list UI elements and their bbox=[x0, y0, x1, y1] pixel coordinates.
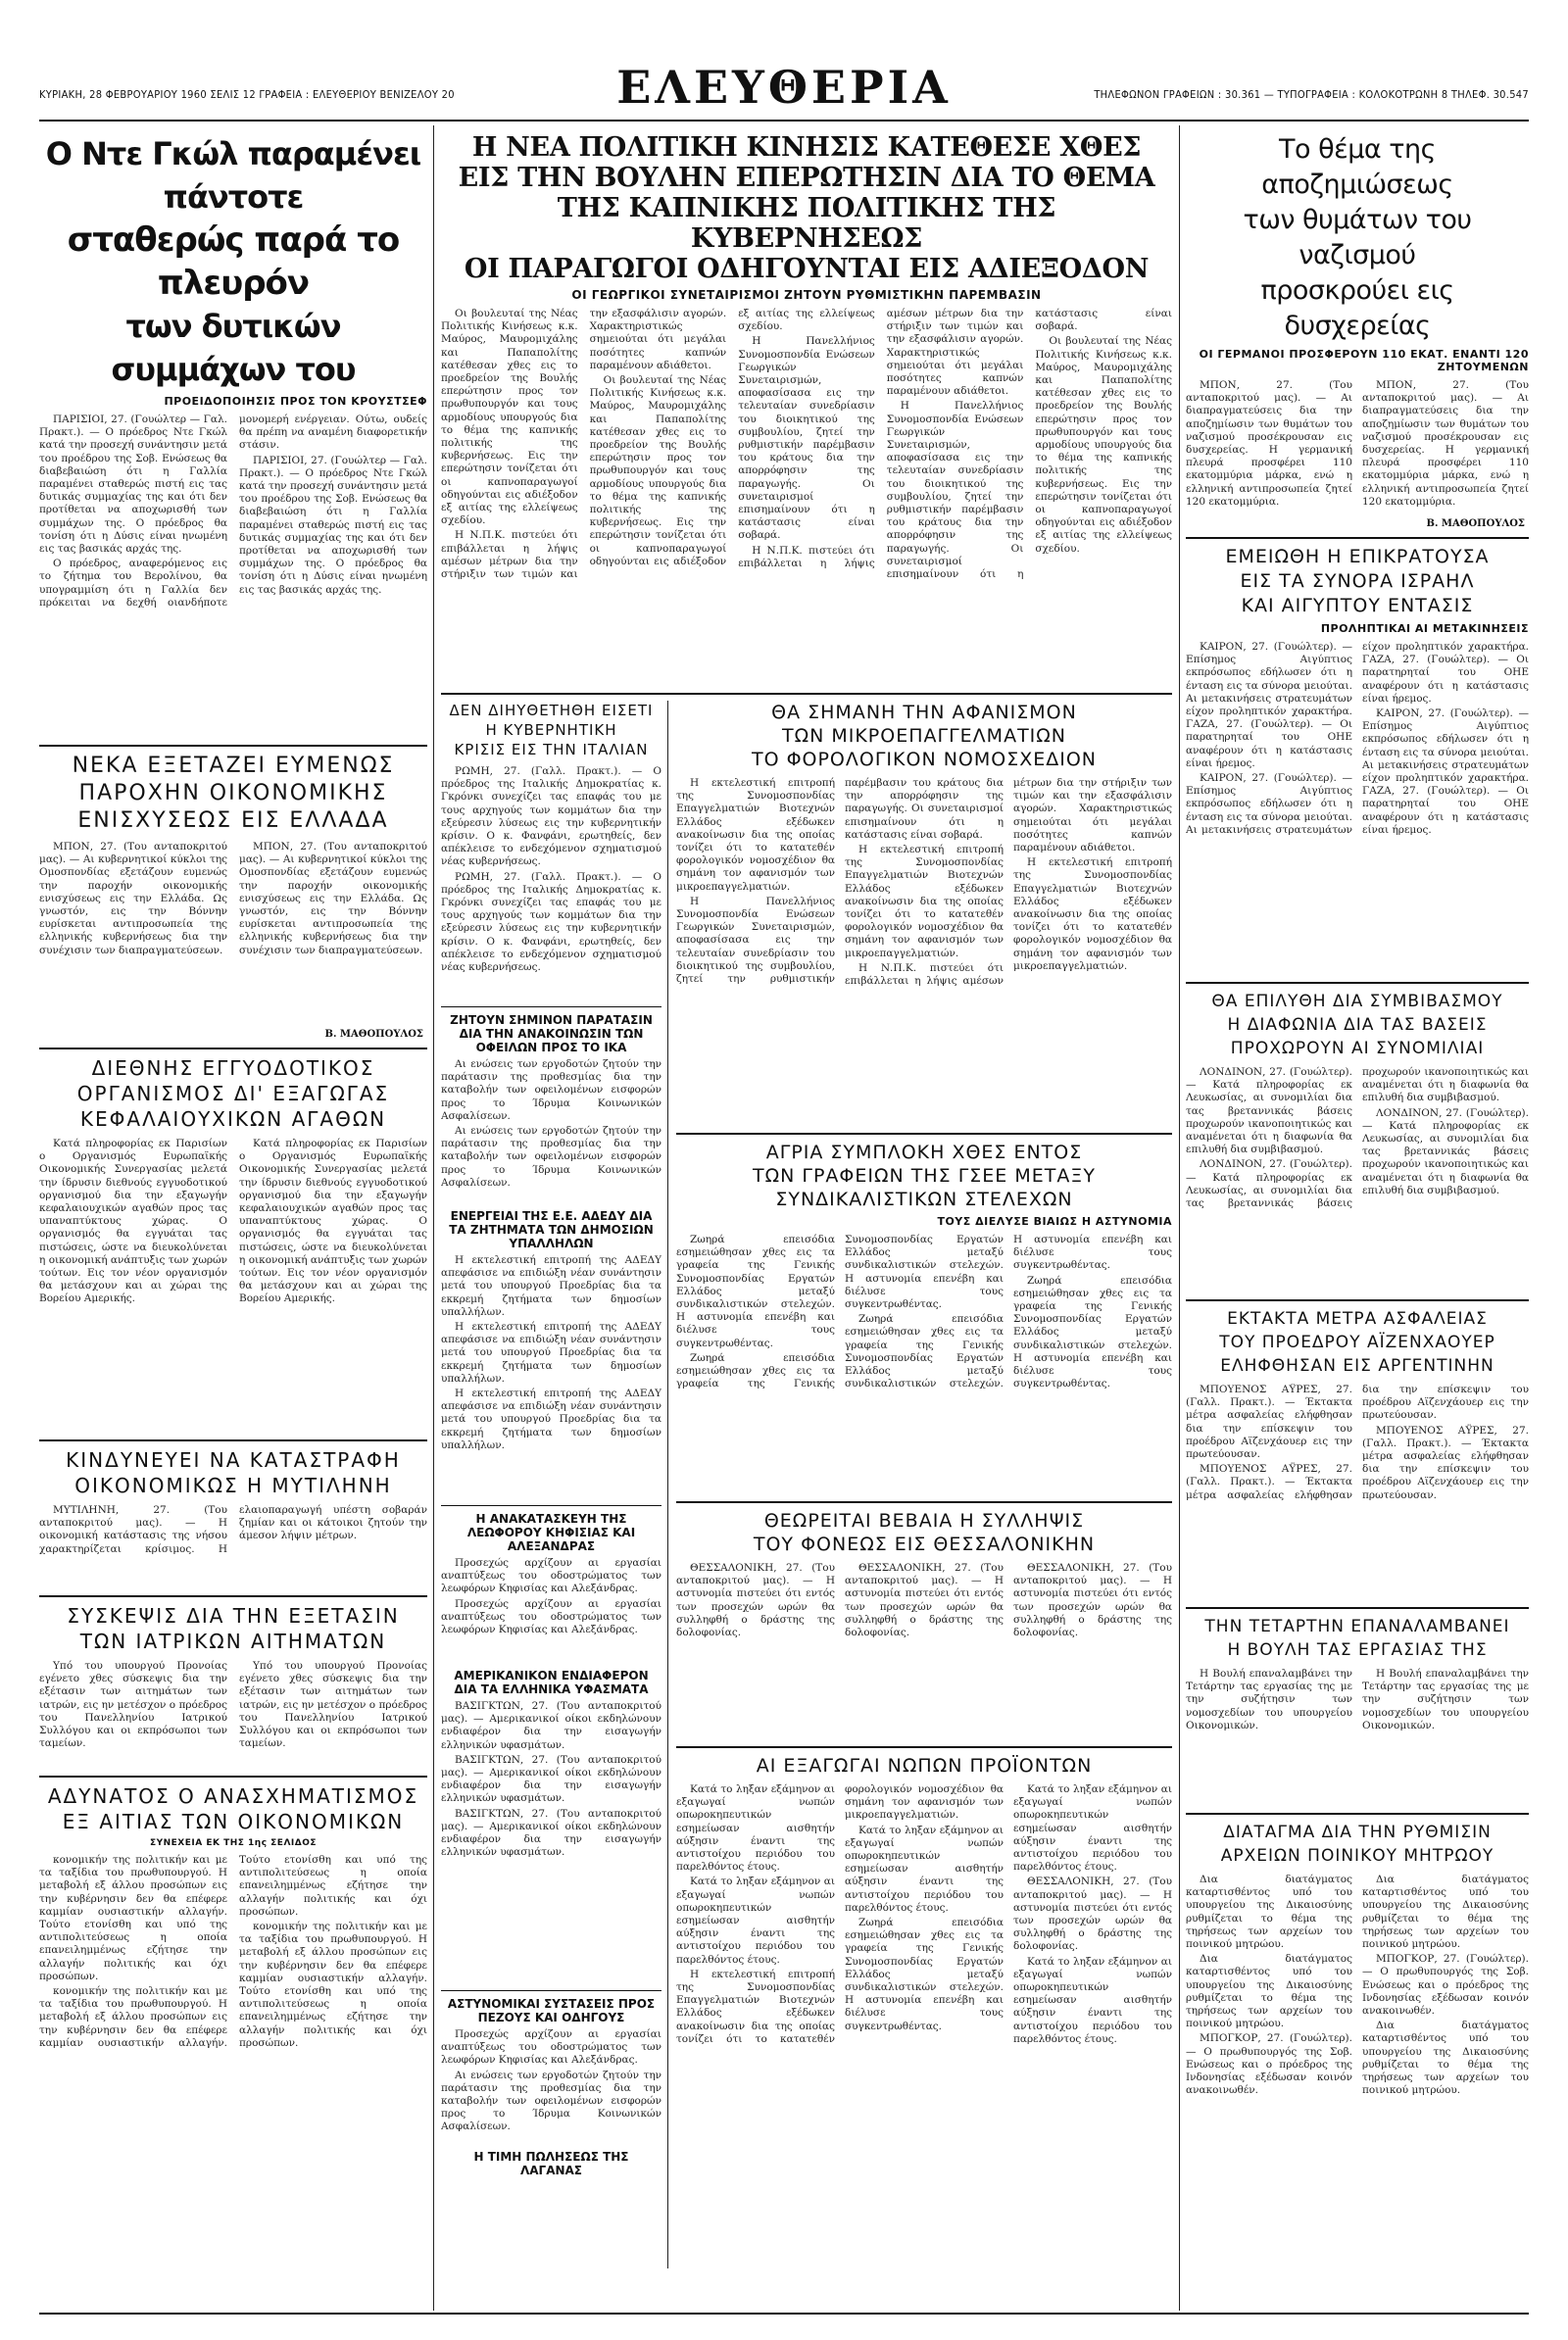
paragraph: Αι ενώσεις των εργοδοτών ζητούν την παράτασιν της προθεσμίας δια την καταβολήν των οφειλομένων εισφορών προς το Ίδρυμα Κοινωνικών Ασφαλίσεων. bbox=[441, 1058, 662, 1122]
paragraph: Η Πανελλήνιος Συνομοσπονδία Ενώσεων Γεωργικών Συνεταιρισμών, αποφασίσασα εις την τελευταίαν συνεδρίασιν του διοικητικού της συμβουλίου, ζητεί την ρυθμιστικήν παρέμβασιν του κράτους δια την απορρόφησιν της παραγωγής. Οι συνεταιρισμοί επισημαίνουν ότι η κατάστασις είναι σοβαρά. bbox=[738, 335, 875, 542]
headline-line: ΤΟ ΦΟΡΟΛΟΓΙΚΟΝ ΝΟΜΟΣΧΕΔΙΟΝ bbox=[751, 749, 1098, 770]
paragraph: ΛΟΝΔΙΝΟΝ, 27. (Γουώλτερ). — Κατά πληροφορίας εκ Λευκωσίας, αι συνομιλίαι δια τας βρεταννικάς βάσεις προχωρούν ικανοποιητικώς και αναμένεται ότι η διαφωνία θα επιλυθή δια συμβιβασμού. bbox=[1186, 1066, 1352, 1156]
paragraph: κονομικήν της πολιτικήν και με τα ταξίδια του πρωθυπουργού. Η μεταβολή εξ άλλου προσώπων εις την κυβέρνησιν δεν θα επέφερε καμμίαν ουσιαστικήν αλλαγήν. Τούτο ετονίσθη και υπό της αντιπολιτεύσεως η οποία επανειλημμένως εζήτησε την αλλαγήν πολιτικής και όχι προσώπων. bbox=[39, 1854, 227, 1982]
headline-line: Η ΝΕΑ ΠΟΛΙΤΙΚΗ ΚΙΝΗΣΙΣ ΚΑΤΕΘΕΣΕ ΧΘΕΣ bbox=[471, 132, 1142, 163]
paragraph: Η εκτελεστική επιτροπή της Συνομοσπονδίας Επαγγελματιών Βιοτεχνών Ελλάδος εξέδωκεν ανακοίνωσιν δια της οποίας τονίζει ότι το κατατεθέν φορολογικόν νομοσχέδιον θα σημάνη τον αφανισμόν των μικροεπαγγελματιών. bbox=[1013, 856, 1172, 972]
article-body bbox=[441, 308, 1172, 685]
masthead-phone-line: ΤΗΛΕΦΩΝΟΝ ΓΡΑΦΕΙΩΝ : 30.361 — ΤΥΠΟΓΡΑΦΕΙΑ : ΚΟΛΟΚΟΤΡΩΝΗ 8 ΤΗΛΕΦ. 30.547 bbox=[1094, 88, 1529, 101]
center-lower bbox=[441, 701, 1172, 2288]
paragraph: ΜΠΟΥΕΝΟΣ ΑΫΡΕΣ, 27. (Γαλλ. Πρακτ.). — Έκτακτα μέτρα ασφαλείας ελήφθησαν δια την επίσκεψιν του προέδρου Αϊζενχάουερ εις την πρωτεύουσαν. bbox=[1186, 1384, 1529, 1501]
article-body bbox=[676, 1234, 1172, 1493]
section-rule bbox=[1186, 537, 1529, 539]
paragraph: ΠΑΡΙΣΙΟΙ, 27. (Γουώλτερ — Γαλ. Πρακτ.). — Ο πρόεδρος Ντε Γκώλ κατά την προσεχή συνάντησιν μετά του προέδρου της Σοβ. Ενώσεως θα διαβεβαιώση ότι η Γαλλία παραμένει σταθερώς πιστή εις τας δυτικάς συμμαχίας της και ότι δεν προτίθεται να αποχωρισθή των συμμάχων της. Ο πρόεδρος θα τονίση ότι η Δύσις είναι ηνωμένη εις τας βασικάς αρχάς της. bbox=[39, 414, 227, 556]
headline-exports: ΑΙ ΕΞΑΓΩΓΑΙ ΝΩΠΩΝ ΠΡΟΪΟΝΤΩΝ bbox=[756, 1755, 1093, 1777]
section-rule bbox=[1186, 982, 1529, 984]
paragraph: Προσεχώς αρχίζουν αι εργασίαι αναπτύξεως του οδοστρώματος των λεωφόρων Κηφισίας και Αλεξάνδρας. bbox=[441, 1557, 662, 1595]
masthead-date-line: ΚΥΡΙΑΚΗ, 28 ΦΕΒΡΟΥΑΡΙΟΥ 1960 ΣΕΛΙΣ 12 ΓΡΑΦΕΙΑ : ΕΛΕΥΘΕΡΙΟΥ ΒΕΝΙΖΕΛΟΥ 20 bbox=[39, 88, 455, 101]
headline-line: ΤΩΝ ΓΡΑΦΕΙΩΝ ΤΗΣ ΓΣΕΕ ΜΕΤΑΞΥ bbox=[753, 1165, 1096, 1187]
article-body bbox=[1186, 1384, 1529, 1599]
italy-column bbox=[441, 701, 662, 2288]
section-rule bbox=[39, 1439, 427, 1441]
paragraph: ΜΠΟΓΚΟΡ, 27. (Γουώλτερ). — Ο πρωθυπουργός της Σοβ. Ενώσεως και ο πρόεδρος της Ινδονησίας εξέδωσαν κοινόν ανακοινωθέν. bbox=[1186, 2032, 1352, 2097]
paragraph: Αι ενώσεις των εργοδοτών ζητούν την παράτασιν της προθεσμίας δια την καταβολήν των οφειλομένων εισφορών προς το Ίδρυμα Κοινωνικών Ασφαλίσεων. bbox=[441, 1125, 662, 1189]
paragraph: Προσεχώς αρχίζουν αι εργασίαι αναπτύξεως του οδοστρώματος των λεωφόρων Κηφισίας και Αλεξάνδρας. bbox=[441, 1597, 662, 1636]
paragraph: Η Ν.Π.Κ. πιστεύει ότι επιβάλλεται η λήψις αμέσων μέτρων δια την στήριξιν των τιμών και την εξασφάλισιν αγορών. Χαρακτηριστικώς σημειούται ότι μεγάλαι ποσότητες καπνών παραμένουν αδιάθετοι. bbox=[738, 308, 1024, 569]
headline-bases bbox=[1186, 990, 1529, 1060]
subheadline: ΤΟΥΣ ΔΙΕΛΥΣΕ ΒΙΑΙΩΣ Η ΑΣΤΥΝΟΜΙΑ bbox=[937, 1215, 1172, 1228]
section-rule bbox=[39, 1048, 427, 1049]
headline-line: Ο Ντε Γκώλ παραμένει πάντοτε bbox=[45, 135, 421, 216]
headline-gsee bbox=[676, 1141, 1172, 1211]
paragraph: ΚΑΙΡΟΝ, 27. (Γουώλτερ). — Επίσημος Αιγύπτιος εκπρόσωπος εδήλωσεν ότι η ένταση εις τα σύνορα μειούται. Αι μετακινήσεις στρατευμάτων είχον προληπτικόν χαρακτήρα. ΓΑΖΑ, 27. (Γουώλτερ). — Οι παρατηρηταί του ΟΗΕ αναφέρουν ότι η κατάστασις είναι ήρεμος. bbox=[1186, 641, 1352, 769]
newspaper-title: ΕΛΕΥΘΕΡΙΑ bbox=[616, 61, 952, 114]
headline-line: ΠΡΟΧΩΡΟΥΝ ΑΙ ΣΥΝΟΜΙΛΙΑΙ bbox=[1230, 1039, 1485, 1058]
paragraph: Η εκτελεστική επιτροπή της ΑΔΕΔΥ απεφάσισε να επιδιώξη νέαν συνάντησιν μετά του υπουργού Προεδρίας δια τα εκκρεμή ζητήματα των δημοσίων υπαλλήλων. bbox=[441, 1321, 662, 1385]
headline-parliament bbox=[1186, 1615, 1529, 1662]
headline-line: ΘΕΩΡΕΙΤΑΙ ΒΕΒΑΙΑ Η ΣΥΛΛΗΨΙΣ bbox=[763, 1510, 1085, 1532]
paragraph: ΘΕΣΣΑΛΟΝΙΚΗ, 27. (Του ανταποκριτού μας). — Η αστυνομία πιστεύει ότι εντός των προσεχών ωρών θα συλληφθή ο δράστης της δολοφονίας. bbox=[845, 1562, 1004, 1639]
headline-line: ΘΑ ΕΠΙΛΥΘΗ ΔΙΑ ΣΥΜΒΙΒΑΣΜΟΥ bbox=[1211, 992, 1503, 1011]
headline-line: Το θέμα της αποζημιώσεως bbox=[1261, 134, 1453, 200]
article-body bbox=[39, 1854, 427, 2138]
paragraph: Κατά το ληξαν εξάμηνον αι εξαγωγαί νωπών οπωροκηπευτικών εσημείωσαν αισθητήν αύξησιν έναντι της αντιστοίχου περιόδου του παρελθόντος έτους. bbox=[1013, 1783, 1172, 1874]
paragraph: ΒΑΣΙΓΚΤΩΝ, 27. (Του ανταποκριτού μας). — Αμερικανικοί οίκοι εκδηλώνουν ενδιαφέρον δια την εισαγωγήν ελληνικών υφασμάτων. bbox=[441, 1807, 662, 1859]
paragraph: Η Ν.Π.Κ. πιστεύει ότι επιβάλλεται η λήψις αμέσων μέτρων δια την στήριξιν των τιμών και την εξασφάλισιν αγορών. Χαρακτηριστικώς σημειούται ότι μεγάλαι ποσότητες καπνών παραμένουν αδιάθετοι. bbox=[845, 777, 1172, 988]
article-body bbox=[39, 841, 427, 1027]
headline-line: ΘΑ ΣΗΜΑΝΗ ΤΗΝ ΑΦΑΝΙΣΜΟΝ bbox=[771, 702, 1077, 723]
paragraph: Κατά το ληξαν εξάμηνον αι εξαγωγαί νωπών οπωροκηπευτικών εσημείωσαν αισθητήν αύξησιν έναντι της αντιστοίχου περιόδου του παρελθόντος έτους. bbox=[1013, 1955, 1172, 2045]
headline-line: ΚΡΙΣΙΣ ΕΙΣ ΤΗΝ ΙΤΑΛΙΑΝ bbox=[454, 741, 649, 758]
paragraph: Ζωηρά επεισόδια εσημειώθησαν χθες εις τα γραφεία της Γενικής Συνομοσπονδίας Εργατών Ελλάδος μεταξύ συνδικαλιστικών στελεχών. Η αστυνομία επενέβη και διέλυσε τους συγκεντρωθέντας. bbox=[845, 1917, 1004, 2032]
paragraph: Οι βουλευταί της Νέας Πολιτικής Κινήσεως κ.κ. Μαύρος, Μαυρομιχάλης και Παπαπολίτης κατέθεσαν χθες εις το προεδρείον της Βουλής επερώτησιν προς τον πρωθυπουργόν και τους αρμοδίους υπουργούς δια το θέμα της καπνικής πολιτικής της κυβερνήσεως. Εις την επερώτησιν τονίζεται ότι οι καπνοπαραγωγοί οδηγούνται εις αδιέξοδον εξ αιτίας της ελλείψεως σχεδίου. bbox=[441, 308, 578, 527]
paragraph: Η Πανελλήνιος Συνομοσπονδία Ενώσεων Γεωργικών Συνεταιρισμών, αποφασίσασα εις την τελευταίαν συνεδρίασιν του διοικητικού της συμβουλίου, ζητεί την ρυθμιστικήν παρέμβασιν του κράτους δια την απορρόφησιν της παραγωγής. Οι συνεταιρισμοί επισημαίνουν ότι η κατάστασις είναι σοβαρά. bbox=[676, 777, 1004, 986]
headline-line: ΣΥΣΚΕΨΙΣ ΔΙΑ ΤΗΝ ΕΞΕΤΑΣΙΝ bbox=[67, 1604, 400, 1628]
headline-line: ΕΜΕΙΩΘΗ Η ΕΠΙΚΡΑΤΟΥΣΑ bbox=[1225, 546, 1490, 567]
headline-line: ΤΗΣ ΚΑΠΝΙΚΗΣ ΠΟΛΙΤΙΚΗΣ ΤΗΣ ΚΥΒΕΡΝΗΣΕΩΣ bbox=[557, 193, 1056, 254]
article-body bbox=[1186, 1874, 1529, 2305]
headline-line: ΕΙΣ ΤΗΝ ΒΟΥΛΗΝ ΕΠΕΡΩΤΗΣΙΝ ΔΙΑ ΤΟ ΘΕΜΑ bbox=[458, 163, 1155, 193]
bottom-rule bbox=[39, 2313, 1529, 2315]
byline: Β. ΜΑΘΟΠΟΥΛΟΣ bbox=[1426, 518, 1525, 529]
article-body bbox=[676, 1562, 1172, 1738]
left-column bbox=[39, 132, 427, 2317]
paragraph: Οι βουλευταί της Νέας Πολιτικής Κινήσεως κ.κ. Μαύρος, Μαυρομιχάλης και Παπαπολίτης κατέθεσαν χθες εις το προεδρείον της Βουλής επερώτησιν προς τον πρωθυπουργόν και τους αρμοδίους υπουργούς δια το θέμα της καπνικής πολιτικής της κυβερνήσεως. Εις την επερώτησιν τονίζεται ότι οι καπνοπαραγωγοί οδηγούνται εις αδιέξοδον εξ αιτίας της ελλείψεως σχεδίου. bbox=[589, 308, 875, 567]
paragraph: Κατά το ληξαν εξάμηνον αι εξαγωγαί νωπών οπωροκηπευτικών εσημείωσαν αισθητήν αύξησιν έναντι της αντιστοίχου περιόδου του παρελθόντος έτους. bbox=[676, 1876, 835, 1966]
paragraph: Η Ν.Π.Κ. πιστεύει ότι επιβάλλεται η λήψις αμέσων μέτρων δια την στήριξιν των τιμών και την εξασφάλισιν αγορών. Χαρακτηριστικώς σημειούται ότι μεγάλαι ποσότητες καπνών παραμένουν αδιάθετοι. bbox=[441, 308, 727, 581]
paragraph: ΜΠΟΝ, 27. (Του ανταποκριτού μας). — Αι κυβερνητικοί κύκλοι της Ομοσπονδίας εξετάζουν ευμενώς την παροχήν οικονομικής ενισχύσεως εις την Ελλάδα. Ως γνωστόν, εις την Βόννην ευρίσκεται αντιπροσωπεία της ελληνικής κυβερνήσεως δια την συνέχισιν των διαπραγματεύσεων. bbox=[239, 841, 427, 956]
headline-criminal-records bbox=[1186, 1821, 1529, 1868]
paragraph: ΡΩΜΗ, 27. (Γαλλ. Πρακτ.). — Ο πρόεδρος της Ιταλικής Δημοκρατίας κ. Γκρόνκι συνεχίζει τας επαφάς του με τους αρχηγούς των κομμάτων δια την εξεύρεσιν λύσεως εις την κυβερνητικήν κρίσιν. Ο κ. Φανφάνι, ερωτηθείς, δεν απέκλεισε το ενδεχόμενον σχηματισμού νέας κυβερνήσεως. bbox=[441, 765, 662, 868]
column-divider bbox=[433, 125, 434, 2311]
article-body bbox=[441, 765, 662, 1000]
paragraph: Η εκτελεστική επιτροπή της Συνομοσπονδίας Επαγγελματιών Βιοτεχνών Ελλάδος εξέδωκεν ανακοίνωσιν δια της οποίας τονίζει ότι το κατατεθέν φορολογικόν νομοσχέδιον θα σημάνη τον αφανισμόν των μικροεπαγγελματιών. bbox=[676, 1783, 1004, 2045]
paragraph: ΛΟΝΔΙΝΟΝ, 27. (Γουώλτερ). — Κατά πληροφορίας εκ Λευκωσίας, αι συνομιλίαι δια τας βρεταννικάς βάσεις προχωρούν ικανοποιητικώς και αναμένεται ότι η διαφωνία θα επιλυθή δια συμβιβασμού. bbox=[1362, 1106, 1529, 1196]
paragraph: Η Βουλή επαναλαμβάνει την Τετάρτην τας εργασίας της με την συζήτησιν των νομοσχεδίων του υπουργείου Οικονομικών. bbox=[1186, 1668, 1352, 1731]
article-body bbox=[1186, 1668, 1529, 1805]
headline-line: ΤΟΥ ΠΡΟΕΔΡΟΥ ΑΪΖΕΝΧΑΟΥΕΡ bbox=[1219, 1333, 1495, 1352]
article-body bbox=[39, 1660, 427, 1768]
paragraph: ΜΠΟΥΕΝΟΣ ΑΫΡΕΣ, 27. (Γαλλ. Πρακτ.). — Έκτακτα μέτρα ασφαλείας ελήφθησαν δια την επίσκεψιν του προέδρου Αϊζενχάουερ εις την πρωτεύουσαν. bbox=[1362, 1424, 1529, 1501]
headline-ika: ΖΗΤΟΥΝ ΣΗΜΙΝΟΝ ΠΑΡΑΤΑΣΙΝ ΔΙΑ ΤΗΝ ΑΝΑΚΟΙΝΩΣΙΝ ΤΩΝ ΟΦΕΙΛΩΝ ΠΡΟΣ ΤΟ ΙΚΑ bbox=[450, 1013, 653, 1054]
headline-tobacco bbox=[441, 132, 1172, 284]
headline-neka bbox=[39, 753, 427, 835]
headline-line: Η ΔΙΑΦΩΝΙΑ ΔΙΑ ΤΑΣ ΒΑΣΕΙΣ bbox=[1227, 1015, 1488, 1035]
headline-thessaloniki bbox=[676, 1509, 1172, 1556]
headline-line: Η ΒΟΥΛΗ ΤΑΣ ΕΡΓΑΣΙΑΣ ΤΗΣ bbox=[1227, 1640, 1488, 1660]
article-body bbox=[39, 1138, 427, 1432]
headline-police-advice: ΑΣΤΥΝΟΜΙΚΑΙ ΣΥΣΤΑΣΕΙΣ ΠΡΟΣ ΠΕΖΟΥΣ ΚΑΙ ΟΔΗΓΟΥΣ bbox=[447, 1997, 656, 2024]
section-rule bbox=[39, 1776, 427, 1778]
article-body bbox=[441, 1254, 662, 1499]
headline-line: ΠΑΡΟΧΗΝ ΟΙΚΟΝΟΜΙΚΗΣ bbox=[78, 781, 388, 805]
paragraph: ΘΕΣΣΑΛΟΝΙΚΗ, 27. (Του ανταποκριτού μας). — Η αστυνομία πιστεύει ότι εντός των προσεχών ωρών θα συλληφθή ο δράστης της δολοφονίας. bbox=[1013, 1562, 1172, 1639]
headline-line: ΤΩΝ ΜΙΚΡΟΕΠΑΓΓΕΛΜΑΤΙΩΝ bbox=[781, 725, 1067, 747]
article-body bbox=[39, 414, 427, 737]
paragraph: Ζωηρά επεισόδια εσημειώθησαν χθες εις τα γραφεία της Γενικής Συνομοσπονδίας Εργατών Ελλάδος μεταξύ συνδικαλιστικών στελεχών. Η αστυνομία επενέβη και διέλυσε τους συγκεντρωθέντας. bbox=[676, 1234, 835, 1349]
paragraph: Η εκτελεστική επιτροπή της Συνομοσπονδίας Επαγγελματιών Βιοτεχνών Ελλάδος εξέδωκεν ανακοίνωσιν δια της οποίας τονίζει ότι το κατατεθέν φορολογικόν νομοσχέδιον θα σημάνη τον αφανισμόν των μικροεπαγγελματιών. bbox=[845, 844, 1004, 959]
article-body bbox=[441, 1058, 662, 1205]
paragraph: ΠΑΡΙΣΙΟΙ, 27. (Γουώλτερ — Γαλ. Πρακτ.). — Ο πρόεδρος Ντε Γκώλ κατά την προσεχή συνάντησιν μετά του προέδρου της Σοβ. Ενώσεως θα διαβεβαιώση ότι η Γαλλία παραμένει σταθερώς πιστή εις τας δυτικάς συμμαχίας της και ότι δεν προτίθεται να αποχωρισθή των συμμάχων της. Ο πρόεδρος θα τονίση ότι η Δύσις είναι ηνωμένη εις τας βασικάς αρχάς της. bbox=[239, 454, 427, 596]
section-rule bbox=[441, 1505, 662, 1506]
headline-line: ΑΔΥΝΑΤΟΣ Ο ΑΝΑΣΧΗΜΑΤΙΣΜΟΣ bbox=[47, 1784, 419, 1808]
headline-mytilene bbox=[39, 1447, 427, 1498]
headline-de-gaulle bbox=[39, 132, 427, 391]
headline-line: ΚΑΙ ΑΙΓΥΠΤΟΥ ΕΝΤΑΣΙΣ bbox=[1241, 595, 1474, 616]
column-divider bbox=[1179, 125, 1180, 2311]
article-body bbox=[676, 777, 1172, 1125]
article-body bbox=[441, 1700, 662, 1984]
column-divider bbox=[667, 701, 668, 2268]
headline-adedy: ΕΝΕΡΓΕΙΑΙ ΤΗΣ Ε.Ε. ΑΔΕΔΥ ΔΙΑ ΤΑ ΖΗΤΗΜΑΤΑ ΤΩΝ ΔΗΜΟΣΙΩΝ ΥΠΑΛΛΗΛΩΝ bbox=[449, 1209, 654, 1250]
headline-italy bbox=[441, 701, 662, 759]
center-column bbox=[441, 132, 1172, 2317]
paragraph: Κατά πληροφορίας εκ Παρισίων ο Οργανισμός Ευρωπαϊκής Οικονομικής Συνεργασίας μελετά την ίδρυσιν διεθνούς εγγυοδοτικού οργανισμού δια την εξαγωγήν κεφαλαιουχικών αγαθών προς τας υπαναπτύκτους χώρας. Ο οργανισμός θα εγγυάται τας πιστώσεις, ώστε να διευκολύνεται η οικονομική ανάπτυξις των χωρών τούτων. Εις τον νέον οργανισμόν θα μετάσχουν και αι χώραι της Βορείου Αμερικής. bbox=[39, 1138, 227, 1305]
subheadline: ΠΡΟΕΙΔΟΠΟΙΗΣΙΣ ΠΡΟΣ ΤΟΝ ΚΡΟΥΣΤΣΕΦ bbox=[164, 395, 427, 408]
paragraph: Κατά πληροφορίας εκ Παρισίων ο Οργανισμός Ευρωπαϊκής Οικονομικής Συνεργασίας μελετά την ίδρυσιν διεθνούς εγγυοδοτικού οργανισμού δια την εξαγωγήν κεφαλαιουχικών αγαθών προς τας υπαναπτύκτους χώρας. Ο οργανισμός θα εγγυάται τας πιστώσεις, ώστε να διευκολύνεται η οικονομική ανάπτυξις των χωρών τούτων. Εις τον νέον οργανισμόν θα μετάσχουν και αι χώραι της Βορείου Αμερικής. bbox=[239, 1138, 427, 1305]
paragraph: Προσεχώς αρχίζουν αι εργασίαι αναπτύξεως του οδοστρώματος των λεωφόρων Κηφισίας και Αλεξάνδρας. bbox=[441, 2028, 662, 2067]
paragraph: ΚΑΙΡΟΝ, 27. (Γουώλτερ). — Επίσημος Αιγύπτιος εκπρόσωπος εδήλωσεν ότι η ένταση εις τα σύνορα μειούται. Αι μετακινήσεις στρατευμάτων είχον προληπτικόν χαρακτήρα. ΓΑΖΑ, 27. (Γουώλτερ). — Οι παρατηρηταί του ΟΗΕ αναφέρουν ότι η κατάστασις είναι ήρεμος. bbox=[1186, 641, 1529, 836]
center-right-column bbox=[676, 701, 1172, 2288]
paragraph: Δια διατάγματος καταρτισθέντος υπό του υπουργείου της Δικαιοσύνης ρυθμίζεται το θέμα της τηρήσεως των αρχείων του ποινικού μητρώου. bbox=[1186, 1874, 1352, 1951]
headline-line: ΚΕΦΑΛΑΙΟΥΧΙΚΩΝ ΑΓΑΘΩΝ bbox=[79, 1107, 387, 1131]
paragraph: ΜΠΟΥΕΝΟΣ ΑΫΡΕΣ, 27. (Γαλλ. Πρακτ.). — Έκτακτα μέτρα ασφαλείας ελήφθησαν δια την επίσκεψιν του προέδρου Αϊζενχάουερ εις την πρωτεύουσαν. bbox=[1186, 1384, 1352, 1461]
paragraph: ΘΕΣΣΑΛΟΝΙΚΗ, 27. (Του ανταποκριτού μας). — Η αστυνομία πιστεύει ότι εντός των προσεχών ωρών θα συλληφθή ο δράστης της δολοφονίας. bbox=[1013, 1876, 1172, 1953]
paragraph: Η Πανελλήνιος Συνομοσπονδία Ενώσεων Γεωργικών Συνεταιρισμών, αποφασίσασα εις την τελευταίαν συνεδρίασιν του διοικητικού της συμβουλίου, ζητεί την ρυθμιστικήν παρέμβασιν του κράτους δια την απορρόφησιν της παραγωγής. Οι συνεταιρισμοί επισημαίνουν ότι η κατάστασις είναι σοβαρά. bbox=[886, 308, 1172, 581]
paragraph: Ζωηρά επεισόδια εσημειώθησαν χθες εις τα γραφεία της Γενικής Συνομοσπονδίας Εργατών Ελλάδος μεταξύ συνδικαλιστικών στελεχών. Η αστυνομία επενέβη και διέλυσε τους συγκεντρωθέντας. bbox=[1013, 1274, 1172, 1390]
headline-line: ΕΚΤΑΚΤΑ ΜΕΤΡΑ ΑΣΦΑΛΕΙΑΣ bbox=[1227, 1309, 1488, 1329]
headline-lagana: Η ΤΙΜΗ ΠΩΛΗΣΕΩΣ ΤΗΣ ΛΑΓΑΝΑΣ bbox=[473, 2150, 629, 2177]
headline-guarantee-org bbox=[39, 1055, 427, 1132]
paragraph: Κατά το ληξαν εξάμηνον αι εξαγωγαί νωπών οπωροκηπευτικών εσημείωσαν αισθητήν αύξησιν έναντι της αντιστοίχου περιόδου του παρελθόντος έτους. bbox=[845, 1824, 1004, 1914]
headline-line: ΚΙΝΔΥΝΕΥΕΙ ΝΑ ΚΑΤΑΣΤΡΑΦΗ bbox=[66, 1448, 401, 1472]
paragraph: κονομικήν της πολιτικήν και με τα ταξίδια του πρωθυπουργού. Η μεταβολή εξ άλλου προσώπων εις την κυβέρνησιν δεν θα επέφερε καμμίαν ουσιαστικήν αλλαγήν. Τούτο ετονίσθη και υπό της αντιπολιτεύσεως η οποία επανειλημμένως εζήτησε την αλλαγήν πολιτικής και όχι προσώπων. bbox=[239, 1921, 427, 2049]
paragraph: ΜΠΟΝ, 27. (Του ανταποκριτού μας). — Αι διαπραγματεύσεις δια την αποζημίωσιν των θυμάτων του ναζισμού προσέκρουσαν εις δυσχερείας. Η γερμανική πλευρά προσφέρει 110 εκατομμύρια μάρκα, ενώ η ελληνική αντιπροσωπεία ζητεί 120 εκατομμύρια. bbox=[1186, 379, 1352, 508]
headline-nazi-victims bbox=[1186, 132, 1529, 344]
headline-line: των δυτικών συμμάχων του bbox=[111, 308, 356, 388]
paragraph: Αι ενώσεις των εργοδοτών ζητούν την παράτασιν της προθεσμίας δια την καταβολήν των οφειλομένων εισφορών προς το Ίδρυμα Κοινωνικών Ασφαλίσεων. bbox=[441, 2069, 662, 2133]
paragraph: Η εκτελεστική επιτροπή της ΑΔΕΔΥ απεφάσισε να επιδιώξη νέαν συνάντησιν μετά του υπουργού Προεδρίας δια τα εκκρεμή ζητήματα των δημοσίων υπαλλήλων. bbox=[441, 1254, 662, 1318]
masthead bbox=[39, 59, 1529, 120]
paragraph: ΜΥΤΙΛΗΝΗ, 27. (Του ανταποκριτού μας). — Η οικονομική κατάστασις της νήσου χαρακτηρίζεται κρίσιμος. Η ελαιοπαραγωγή υπέστη σοβαράν ζημίαν και οι κάτοικοι ζητούν την άμεσον λήψιν μέτρων. bbox=[39, 1504, 427, 1555]
headline-line: ΤΩΝ ΙΑΤΡΙΚΩΝ ΑΙΤΗΜΑΤΩΝ bbox=[79, 1630, 387, 1653]
section-rule bbox=[1186, 1607, 1529, 1609]
headline-line: ΝΕΚΑ ΕΞΕΤΑΖΕΙ ΕΥΜΕΝΩΣ bbox=[72, 754, 395, 778]
section-rule bbox=[441, 693, 1172, 695]
headline-israel-egypt bbox=[1186, 545, 1529, 618]
paragraph: Η Βουλή επαναλαμβάνει την Τετάρτην τας εργασίας της με την συζήτησιν των νομοσχεδίων του υπουργείου Οικονομικών. bbox=[1362, 1668, 1529, 1731]
article-body bbox=[1186, 1066, 1529, 1292]
paragraph: ΡΩΜΗ, 27. (Γαλλ. Πρακτ.). — Ο πρόεδρος της Ιταλικής Δημοκρατίας κ. Γκρόνκι συνεχίζει τας επαφάς του με τους αρχηγούς των κομμάτων δια την εξεύρεσιν λύσεως εις την κυβερνητικήν κρίσιν. Ο κ. Φανφάνι, ερωτηθείς, δεν απέκλεισε το ενδεχόμενον σχηματισμού νέας κυβερνήσεως. bbox=[441, 870, 662, 974]
paragraph: Υπό του υπουργού Προνοίας εγένετο χθες σύσκεψις δια την εξέτασιν των αιτημάτων των ιατρών, εις ην μετέσχον ο πρόεδρος του Πανελληνίου Ιατρικού Συλλόγου και οι εκπρόσωποι των ταμείων. bbox=[239, 1660, 427, 1750]
section-rule bbox=[676, 1501, 1172, 1503]
paragraph: Κατά το ληξαν εξάμηνον αι εξαγωγαί νωπών οπωροκηπευτικών εσημείωσαν αισθητήν αύξησιν έναντι της αντιστοίχου περιόδου του παρελθόντος έτους. bbox=[676, 1783, 835, 1874]
paragraph: ΛΟΝΔΙΝΟΝ, 27. (Γουώλτερ). — Κατά πληροφορίας εκ Λευκωσίας, αι συνομιλίαι δια τας βρεταννικάς βάσεις προχωρούν ικανοποιητικώς και αναμένεται ότι η διαφωνία θα επιλυθή δια συμβιβασμού. bbox=[1186, 1066, 1529, 1210]
article-body bbox=[39, 1504, 427, 1587]
headline-line: ΟΙΚΟΝΟΜΙΚΩΣ Η ΜΥΤΙΛΗΝΗ bbox=[74, 1474, 392, 1497]
section-rule bbox=[441, 1006, 662, 1007]
headline-line: των θυμάτων του ναζισμού bbox=[1243, 205, 1472, 270]
paragraph: ΘΕΣΣΑΛΟΝΙΚΗ, 27. (Του ανταποκριτού μας). — Η αστυνομία πιστεύει ότι εντός των προσεχών ωρών θα συλληφθή ο δράστης της δολοφονίας. bbox=[676, 1562, 835, 1639]
headline-line: ΟΙ ΠΑΡΑΓΩΓΟΙ ΟΔΗΓΟΥΝΤΑΙ ΕΙΣ ΑΔΙΕΞΟΔΟΝ bbox=[464, 254, 1150, 284]
headline-line: ΤΟΥ ΦΟΝΕΩΣ ΕΙΣ ΘΕΣΣΑΛΟΝΙΚΗΝ bbox=[753, 1534, 1096, 1555]
headline-line: ΕΙΣ ΤΑ ΣΥΝΟΡΑ ΙΣΡΑΗΛ bbox=[1240, 570, 1475, 592]
section-rule bbox=[676, 1746, 1172, 1748]
subheadline: ΠΡΟΛΗΠΤΙΚΑΙ ΑΙ ΜΕΤΑΚΙΝΗΣΕΙΣ bbox=[1320, 622, 1529, 635]
article-body bbox=[1186, 641, 1529, 974]
paragraph: Ζωηρά επεισόδια εσημειώθησαν χθες εις τα γραφεία της Γενικής Συνομοσπονδίας Εργατών Ελλάδος μεταξύ συνδικαλιστικών στελεχών. Η αστυνομία επενέβη και διέλυσε τους συγκεντρωθέντας. bbox=[676, 1234, 1004, 1390]
paragraph: Υπό του υπουργού Προνοίας εγένετο χθες σύσκεψις δια την εξέτασιν των αιτημάτων των ιατρών, εις ην μετέσχον ο πρόεδρος του Πανελληνίου Ιατρικού Συλλόγου και οι εκπρόσωποι των ταμείων. bbox=[39, 1660, 227, 1750]
headline-line: ΑΓΡΙΑ ΣΥΜΠΛΟΚΗ ΧΘΕΣ ΕΝΤΟΣ bbox=[765, 1142, 1083, 1163]
section-rule bbox=[676, 1133, 1172, 1135]
paragraph: ΜΠΟΝ, 27. (Του ανταποκριτού μας). — Αι διαπραγματεύσεις δια την αποζημίωσιν των θυμάτων του ναζισμού προσέκρουσαν εις δυσχερείας. Η γερμανική πλευρά προσφέρει 110 εκατομμύρια μάρκα, ενώ η ελληνική αντιπροσωπεία ζητεί 120 εκατομμύρια. bbox=[1362, 379, 1529, 508]
headline-tax-bill bbox=[676, 701, 1172, 771]
headline-line: ΟΡΓΑΝΙΣΜΟΣ ΔΙ' ΕΞΑΓΩΓΑΣ bbox=[76, 1082, 390, 1105]
masthead-rule bbox=[39, 120, 1529, 122]
paragraph: Η εκτελεστική επιτροπή της Συνομοσπονδίας Επαγγελματιών Βιοτεχνών Ελλάδος εξέδωκεν ανακοίνωσιν δια της οποίας τονίζει ότι το κατατεθέν φορολογικόν νομοσχέδιον θα σημάνη τον αφανισμόν των μικροεπαγγελματιών. bbox=[676, 777, 835, 893]
headline-line: ΔΕΝ ΔΙΗΥΘΕΤΗΘΗ ΕΙΣΕΤΙ bbox=[449, 702, 654, 719]
paragraph: Δια διατάγματος καταρτισθέντος υπό του υπουργείου της Δικαιοσύνης ρυθμίζεται το θέμα της τηρήσεως των αρχείων του ποινικού μητρώου. bbox=[1362, 1874, 1529, 1951]
article-body bbox=[441, 1557, 662, 1665]
section-rule bbox=[39, 1595, 427, 1597]
paragraph: Δια διατάγματος καταρτισθέντος υπό του υπουργείου της Δικαιοσύνης ρυθμίζεται το θέμα της τηρήσεως των αρχείων του ποινικού μητρώου. bbox=[1362, 2020, 1529, 2097]
article-body bbox=[1186, 379, 1529, 516]
paragraph: ΚΑΙΡΟΝ, 27. (Γουώλτερ). — Επίσημος Αιγύπτιος εκπρόσωπος εδήλωσεν ότι η ένταση εις τα σύνορα μειούται. Αι μετακινήσεις στρατευμάτων είχον προληπτικόν χαρακτήρα. ΓΑΖΑ, 27. (Γουώλτερ). — Οι παρατηρηταί του ΟΗΕ αναφέρουν ότι η κατάστασις είναι ήρεμος. bbox=[1362, 707, 1529, 836]
paragraph: ΒΑΣΙΓΚΤΩΝ, 27. (Του ανταποκριτού μας). — Αμερικανικοί οίκοι εκδηλώνουν ενδιαφέρον δια την εισαγωγήν ελληνικών υφασμάτων. bbox=[441, 1700, 662, 1751]
headline-line: Η ΚΥΒΕΡΝΗΤΙΚΗ bbox=[485, 721, 617, 739]
headline-line: ΔΙΑΤΑΓΜΑ ΔΙΑ ΤΗΝ ΡΥΘΜΙΣΙΝ bbox=[1223, 1823, 1492, 1842]
headline-line: ΔΙΕΘΝΗΣ ΕΓΓΥΟΔΟΤΙΚΟΣ bbox=[91, 1056, 375, 1080]
paragraph: Δια διατάγματος καταρτισθέντος υπό του υπουργείου της Δικαιοσύνης ρυθμίζεται το θέμα της τηρήσεως των αρχείων του ποινικού μητρώου. bbox=[1186, 1953, 1352, 2030]
paragraph: Ζωηρά επεισόδια εσημειώθησαν χθες εις τα γραφεία της Γενικής Συνομοσπονδίας Εργατών Ελλάδος μεταξύ συνδικαλιστικών στελεχών. Η αστυνομία επενέβη και διέλυσε τους συγκεντρωθέντας. bbox=[845, 1234, 1172, 1390]
headline-line: σταθερώς παρά το πλευρόν bbox=[67, 220, 400, 303]
headline-line: ΕΞ ΑΙΤΙΑΣ ΤΩΝ ΟΙΚΟΝΟΜΙΚΩΝ bbox=[62, 1810, 405, 1833]
headline-line: ΣΥΝΔΙΚΑΛΙΣΤΙΚΩΝ ΣΤΕΛΕΧΩΝ bbox=[775, 1189, 1073, 1210]
right-column bbox=[1186, 132, 1529, 2317]
paragraph: κονομικήν της πολιτικήν και με τα ταξίδια του πρωθυπουργού. Η μεταβολή εξ άλλου προσώπων εις την κυβέρνησιν δεν θα επέφερε καμμίαν ουσιαστικήν αλλαγήν. Τούτο ετονίσθη και υπό της αντιπολιτεύσεως η οποία επανειλημμένως εζήτησε την αλλαγήν πολιτικής και όχι προσώπων. bbox=[39, 1854, 427, 2049]
continuation-note: ΣΥΝΕΧΕΙΑ ΕΚ ΤΗΣ 1ης ΣΕΛΙΔΟΣ bbox=[149, 1838, 318, 1848]
section-rule bbox=[1186, 1813, 1529, 1815]
section-rule bbox=[39, 745, 427, 747]
byline: Β. ΜΑΘΟΠΟΥΛΟΣ bbox=[324, 1029, 423, 1040]
headline-fabrics: ΑΜΕΡΙΚΑΝΙΚΟΝ ΕΝΔΙΑΦΕΡΟΝ ΔΙΑ ΤΑ ΕΛΛΗΝΙΚΑ ΥΦΑΣΜΑΤΑ bbox=[454, 1669, 649, 1696]
headline-eisenhower bbox=[1186, 1307, 1529, 1378]
headline-reshuffle bbox=[39, 1783, 427, 1834]
paragraph: ΜΠΟΓΚΟΡ, 27. (Γουώλτερ). — Ο πρωθυπουργός της Σοβ. Ενώσεως και ο πρόεδρος της Ινδονησίας εξέδωσαν κοινόν ανακοινωθέν. bbox=[1362, 1953, 1529, 2018]
headline-line: ΕΛΗΦΘΗΣΑΝ ΕΙΣ ΑΡΓΕΝΤΙΝΗΝ bbox=[1220, 1356, 1494, 1376]
paragraph: ΒΑΣΙΓΚΤΩΝ, 27. (Του ανταποκριτού μας). — Αμερικανικοί οίκοι εκδηλώνουν ενδιαφέρον δια την εισαγωγήν ελληνικών υφασμάτων. bbox=[441, 1753, 662, 1805]
headline-medical bbox=[39, 1603, 427, 1654]
paragraph: Ο πρόεδρος, αναφερόμενος εις το ζήτημα του Βερολίνου, θα υπογραμμίση ότι η Γαλλία δεν πρόκειται να δεχθή οιανδήποτε μονομερή ενέργειαν. Ούτω, ουδείς θα πρέπη να αναμένη διαφορετικήν στάσιν. bbox=[39, 414, 427, 609]
paragraph: ΜΠΟΝ, 27. (Του ανταποκριτού μας). — Αι κυβερνητικοί κύκλοι της Ομοσπονδίας εξετάζουν ευμενώς την παροχήν οικονομικής ενισχύσεως εις την Ελλάδα. Ως γνωστόν, εις την Βόννην ευρίσκεται αντιπροσωπεία της ελληνικής κυβερνήσεως δια την συνέχισιν των διαπραγματεύσεων. bbox=[39, 841, 227, 956]
headline-line: ΕΝΙΣΧΥΣΕΩΣ ΕΙΣ ΕΛΛΑΔΑ bbox=[77, 808, 389, 833]
headline-line: προσκρούει εις δυσχερείας bbox=[1260, 275, 1454, 341]
paragraph: Οι βουλευταί της Νέας Πολιτικής Κινήσεως κ.κ. Μαύρος, Μαυρομιχάλης και Παπαπολίτης κατέθεσαν χθες εις το προεδρείον της Βουλής επερώτησιν προς τον πρωθυπουργόν και τους αρμοδίους υπουργούς δια το θέμα της καπνικής πολιτικής της κυβερνήσεως. Εις την επερώτησιν τονίζεται ότι οι καπνοπαραγωγοί οδηγούνται εις αδιέξοδον εξ αιτίας της ελλείψεως σχεδίου. bbox=[1035, 335, 1172, 555]
article-body bbox=[441, 2028, 662, 2146]
section-rule bbox=[1186, 1299, 1529, 1301]
subheadline: ΟΙ ΓΕΡΜΑΝΟΙ ΠΡΟΣΦΕΡΟΥΝ 110 ΕΚΑΤ. ΕΝΑΝΤΙ 120 ΖΗΤΟΥΜΕΝΩΝ bbox=[1199, 348, 1529, 373]
headline-line: ΤΗΝ ΤΕΤΑΡΤΗΝ ΕΠΑΝΑΛΑΜΒΑΝΕΙ bbox=[1204, 1617, 1510, 1636]
article-body bbox=[676, 1783, 1172, 2273]
paragraph: Η εκτελεστική επιτροπή της ΑΔΕΔΥ απεφάσισε να επιδιώξη νέαν συνάντησιν μετά του υπουργού Προεδρίας δια τα εκκρεμή ζητήματα των δημοσίων υπαλλήλων. bbox=[441, 1388, 662, 1451]
headline-line: ΑΡΧΕΙΩΝ ΠΟΙΝΙΚΟΥ ΜΗΤΡΩΟΥ bbox=[1220, 1846, 1494, 1866]
section-rule bbox=[441, 1990, 662, 1991]
headline-kifisias: Η ΑΝΑΚΑΤΑΣΚΕΥΗ ΤΗΣ ΛΕΩΦΟΡΟΥ ΚΗΦΙΣΙΑΣ ΚΑΙ ΑΛΕΞΑΝΔΡΑΣ bbox=[466, 1512, 636, 1553]
subheadline: ΟΙ ΓΕΩΡΓΙΚΟΙ ΣΥΝΕΤΑΙΡΙΣΜΟΙ ΖΗΤΟΥΝ ΡΥΘΜΙΣΤΙΚΗΝ ΠΑΡΕΜΒΑΣΙΝ bbox=[571, 288, 1042, 302]
